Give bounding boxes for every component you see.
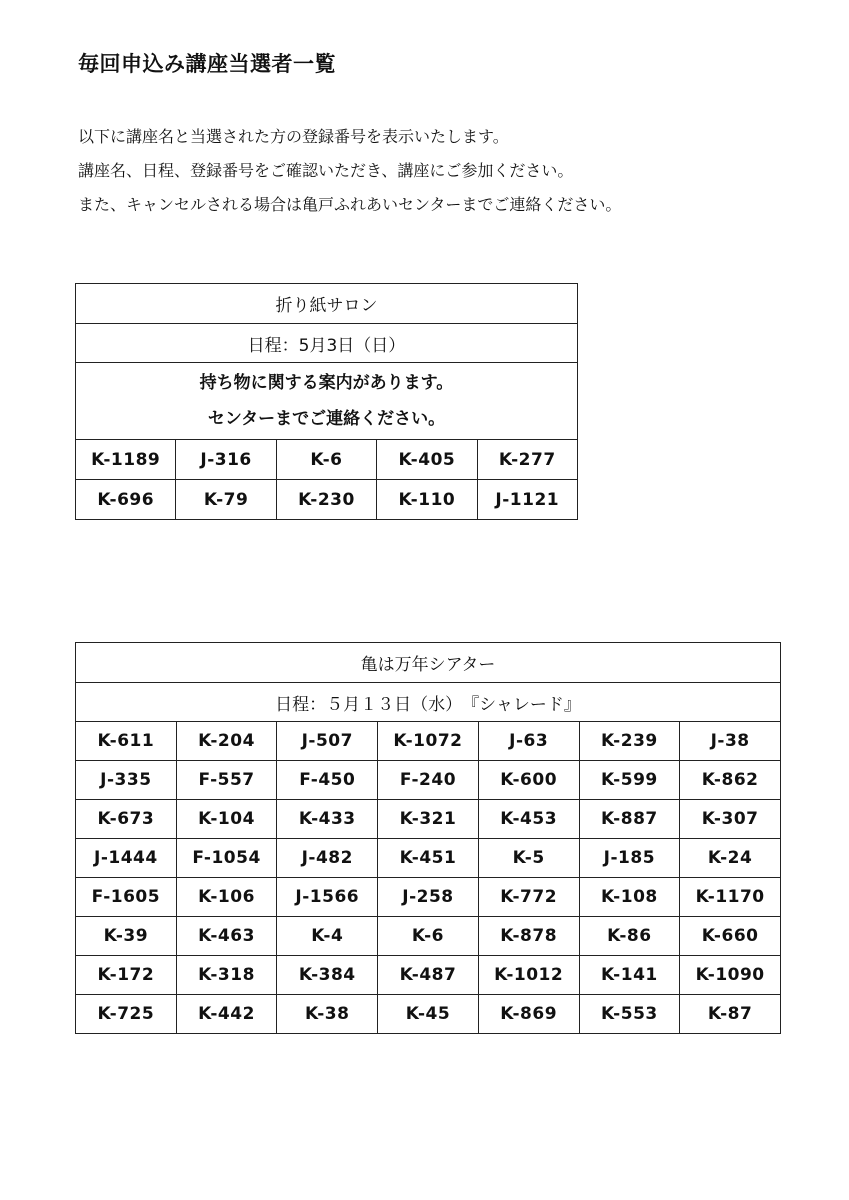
registration-code: J-1566 [277,878,378,917]
registration-code: K-611 [76,722,177,761]
registration-code: J-335 [76,761,177,800]
registration-code: K-4 [277,917,378,956]
registration-code: K-725 [76,995,177,1034]
code-row [76,761,781,800]
course-name-row [76,284,578,324]
intro-text [78,120,621,222]
registration-code: J-38 [680,722,781,761]
course-name: 亀は万年シアター [76,643,781,683]
registration-code: K-405 [377,440,477,480]
course-notice [76,363,578,440]
registration-code: K-1072 [378,722,479,761]
registration-code: K-45 [378,995,479,1034]
registration-code: K-1012 [478,956,579,995]
registration-code: K-172 [76,956,177,995]
registration-code: K-239 [579,722,680,761]
registration-code: K-1090 [680,956,781,995]
registration-code: K-384 [277,956,378,995]
registration-code: K-24 [680,839,781,878]
registration-code: K-104 [176,800,277,839]
schedule-row [76,683,781,722]
registration-code: J-1121 [477,480,577,520]
registration-code: J-507 [277,722,378,761]
course-name: 折り紙サロン [76,284,578,324]
course-schedule: 日程：5月3日（日） [76,324,578,363]
intro-line: また、キャンセルされる場合は亀戸ふれあいセンターまでご連絡ください。 [78,195,622,214]
registration-code: K-696 [76,480,176,520]
registration-code: K-230 [276,480,376,520]
registration-code: F-1054 [176,839,277,878]
registration-code: K-5 [478,839,579,878]
registration-code: K-38 [277,995,378,1034]
course-name-row [76,643,781,683]
registration-code: K-442 [176,995,277,1034]
page-title: 毎回申込み講座当選者一覧 [78,52,336,76]
registration-code: K-87 [680,995,781,1034]
registration-code: K-600 [478,761,579,800]
registration-code: K-463 [176,917,277,956]
registration-code: K-878 [478,917,579,956]
registration-code: K-862 [680,761,781,800]
registration-code: J-482 [277,839,378,878]
registration-code: K-1170 [680,878,781,917]
code-row [76,722,781,761]
code-row [76,440,578,480]
registration-code: K-141 [579,956,680,995]
notice-line: センターまでご連絡ください。 [207,409,446,429]
intro-line: 以下に講座名と当選された方の登録番号を表示いたします。 [78,127,509,146]
course-table-theater [75,642,781,1034]
code-row [76,839,781,878]
registration-code: K-277 [477,440,577,480]
registration-code: K-1189 [76,440,176,480]
code-row [76,956,781,995]
registration-code: K-453 [478,800,579,839]
registration-code: K-451 [378,839,479,878]
registration-code: K-86 [579,917,680,956]
registration-code: K-321 [378,800,479,839]
registration-code: J-1444 [76,839,177,878]
registration-code: K-39 [76,917,177,956]
registration-code: K-553 [579,995,680,1034]
code-row [76,800,781,839]
notice-line: 持ち物に関する案内があります。 [199,373,454,393]
registration-code: K-487 [378,956,479,995]
registration-code: K-307 [680,800,781,839]
registration-code: K-106 [176,878,277,917]
registration-code: J-63 [478,722,579,761]
registration-code: K-79 [176,480,276,520]
registration-code: K-108 [579,878,680,917]
registration-code: K-599 [579,761,680,800]
registration-code: F-557 [176,761,277,800]
registration-code: K-660 [680,917,781,956]
registration-code: K-772 [478,878,579,917]
code-row [76,480,578,520]
notice-row [76,363,578,440]
registration-code: J-258 [378,878,479,917]
registration-code: J-316 [176,440,276,480]
code-row [76,878,781,917]
course-table-origami [75,283,578,520]
registration-code: F-450 [277,761,378,800]
registration-code: K-6 [276,440,376,480]
registration-code: J-185 [579,839,680,878]
registration-code: K-433 [277,800,378,839]
intro-line: 講座名、日程、登録番号をご確認いただき、講座にご参加ください。 [78,161,574,180]
registration-code: F-1605 [76,878,177,917]
registration-code: K-6 [378,917,479,956]
schedule-row [76,324,578,363]
registration-code: K-673 [76,800,177,839]
registration-code: K-110 [377,480,477,520]
code-row [76,917,781,956]
registration-code: F-240 [378,761,479,800]
registration-code: K-318 [176,956,277,995]
registration-code: K-869 [478,995,579,1034]
course-schedule: 日程：５月１３日（水） 『シャレード』 [76,683,781,722]
code-row [76,995,781,1034]
registration-code: K-887 [579,800,680,839]
registration-code: K-204 [176,722,277,761]
